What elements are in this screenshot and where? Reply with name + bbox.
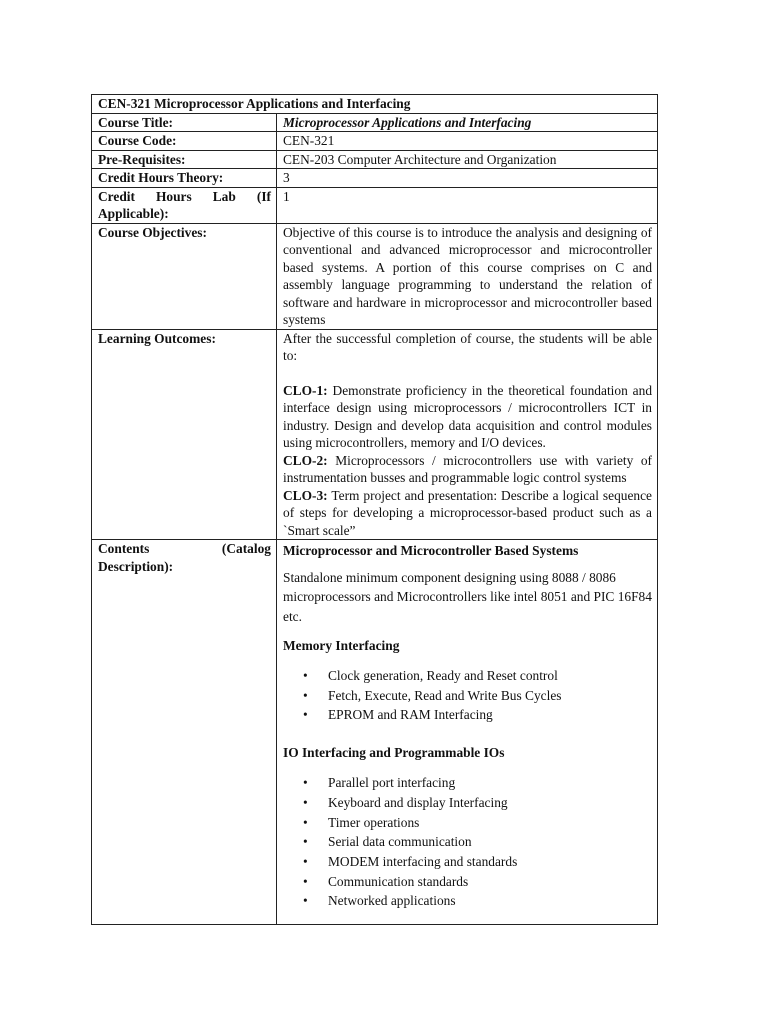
list-item xyxy=(283,705,652,725)
list-item xyxy=(283,813,652,833)
label-contents-line2: Description): xyxy=(98,558,174,574)
value-pre-requisites: CEN-203 Computer Architecture and Organization xyxy=(277,150,658,169)
bullet-icon: • xyxy=(303,668,308,683)
value-learning-outcomes xyxy=(277,329,658,540)
label-course-code: Course Code: xyxy=(92,132,277,151)
row-course-title xyxy=(92,113,658,132)
clo-1 xyxy=(283,382,652,452)
contents-section2-title: Memory Interfacing xyxy=(283,638,400,653)
value-credit-theory: 3 xyxy=(277,169,658,188)
row-learning-outcomes xyxy=(92,329,658,540)
clo-3-text: Term project and presentation: Describe a logical sequence of steps for developing a microprocessor-based product such as a `Smart scale” xyxy=(283,487,653,538)
course-table xyxy=(91,94,658,925)
label-contents xyxy=(92,540,277,925)
bullet-icon: • xyxy=(303,775,308,791)
clo-2-label: CLO-2: xyxy=(283,452,328,468)
list-item-text: Networked applications xyxy=(328,893,456,909)
list-item-text: Clock generation, Ready and Reset control xyxy=(328,668,558,683)
list-item xyxy=(283,872,652,892)
course-heading: CEN-321 Microprocessor Applications and Interfacing xyxy=(92,95,658,114)
list-item xyxy=(283,832,652,852)
bullet-icon: • xyxy=(303,853,308,869)
clo-3-label: CLO-3: xyxy=(283,487,328,503)
value-course-objectives: Objective of this course is to introduce the analysis and designing of conventional and advanced microprocessor and microcontroller based systems. A portion of this course comprises on C and assembly language programming to understand the relation of software and hardware in microprocessor and microcontroller based systems xyxy=(277,223,658,329)
value-course-title: Microprocessor Applications and Interfacing xyxy=(277,113,658,132)
list-item-text: Keyboard and display Interfacing xyxy=(328,794,508,810)
bullet-icon: • xyxy=(303,687,308,703)
row-pre-requisites xyxy=(92,150,658,169)
label-course-objectives: Course Objectives: xyxy=(92,223,277,329)
outcomes-intro: After the successful completion of course, the students will be able to: xyxy=(283,330,653,363)
list-item xyxy=(283,891,652,911)
list-item-text: MODEM interfacing and standards xyxy=(328,853,518,869)
list-item-text: EPROM and RAM Interfacing xyxy=(328,707,493,723)
label-credit-lab-line2: Applicable): xyxy=(98,206,169,221)
label-pre-requisites: Pre-Requisites: xyxy=(92,150,277,169)
bullet-icon: • xyxy=(303,707,308,723)
table-header-row xyxy=(92,95,658,114)
value-course-code: CEN-321 xyxy=(277,132,658,151)
contents-section1-title: Microprocessor and Microcontroller Based Systems xyxy=(283,543,579,558)
outcomes-spacer xyxy=(283,365,652,382)
contents-section3-list xyxy=(283,773,652,911)
list-item xyxy=(283,686,652,706)
list-item-text: Timer operations xyxy=(328,814,420,830)
value-contents xyxy=(277,540,658,925)
row-course-objectives xyxy=(92,223,658,329)
list-item xyxy=(283,773,652,793)
label-learning-outcomes: Learning Outcomes: xyxy=(92,329,277,540)
list-item-text: Communication standards xyxy=(328,873,469,889)
clo-1-label: CLO-1: xyxy=(283,382,328,398)
list-item xyxy=(283,793,652,813)
bullet-icon: • xyxy=(303,814,308,830)
clo-2 xyxy=(283,452,652,487)
row-course-code xyxy=(92,132,658,151)
bullet-icon: • xyxy=(303,834,308,850)
label-course-title: Course Title: xyxy=(92,113,277,132)
row-credit-theory xyxy=(92,169,658,188)
list-item xyxy=(283,852,652,872)
contents-section2-list xyxy=(283,666,652,725)
label-contents-line1: Contents (Catalog xyxy=(98,541,271,556)
label-credit-lab-line1: Credit Hours Lab (If xyxy=(98,188,271,204)
list-item-text: Fetch, Execute, Read and Write Bus Cycles xyxy=(328,687,562,703)
list-item-text: Parallel port interfacing xyxy=(328,775,456,791)
clo-2-text: Microprocessors / microcontrollers use with variety of instrumentation busses and programmable logic control systems xyxy=(283,452,653,485)
value-credit-lab: 1 xyxy=(277,187,658,223)
bullet-icon: • xyxy=(303,794,308,810)
clo-1-text: Demonstrate proficiency in the theoretical foundation and interface design using microprocessors / microcontrollers ICT in industry. Design and develop data acquisition and control modules using microcontrollers, memory and I/O devices. xyxy=(283,382,653,450)
label-credit-lab xyxy=(92,187,277,223)
list-item-text: Serial data communication xyxy=(328,834,472,850)
bullet-icon: • xyxy=(303,873,308,889)
row-credit-lab xyxy=(92,187,658,223)
contents-section1-para: Standalone minimum component designing using 8088 / 8086 microprocessors and Microcontrollers like intel 8051 and PIC 16F84 etc. xyxy=(283,569,652,624)
label-credit-theory: Credit Hours Theory: xyxy=(92,169,277,188)
bullet-icon: • xyxy=(303,893,308,909)
list-item xyxy=(283,666,652,686)
clo-3 xyxy=(283,487,652,540)
contents-section3-title: IO Interfacing and Programmable IOs xyxy=(283,745,505,761)
row-contents xyxy=(92,540,658,925)
